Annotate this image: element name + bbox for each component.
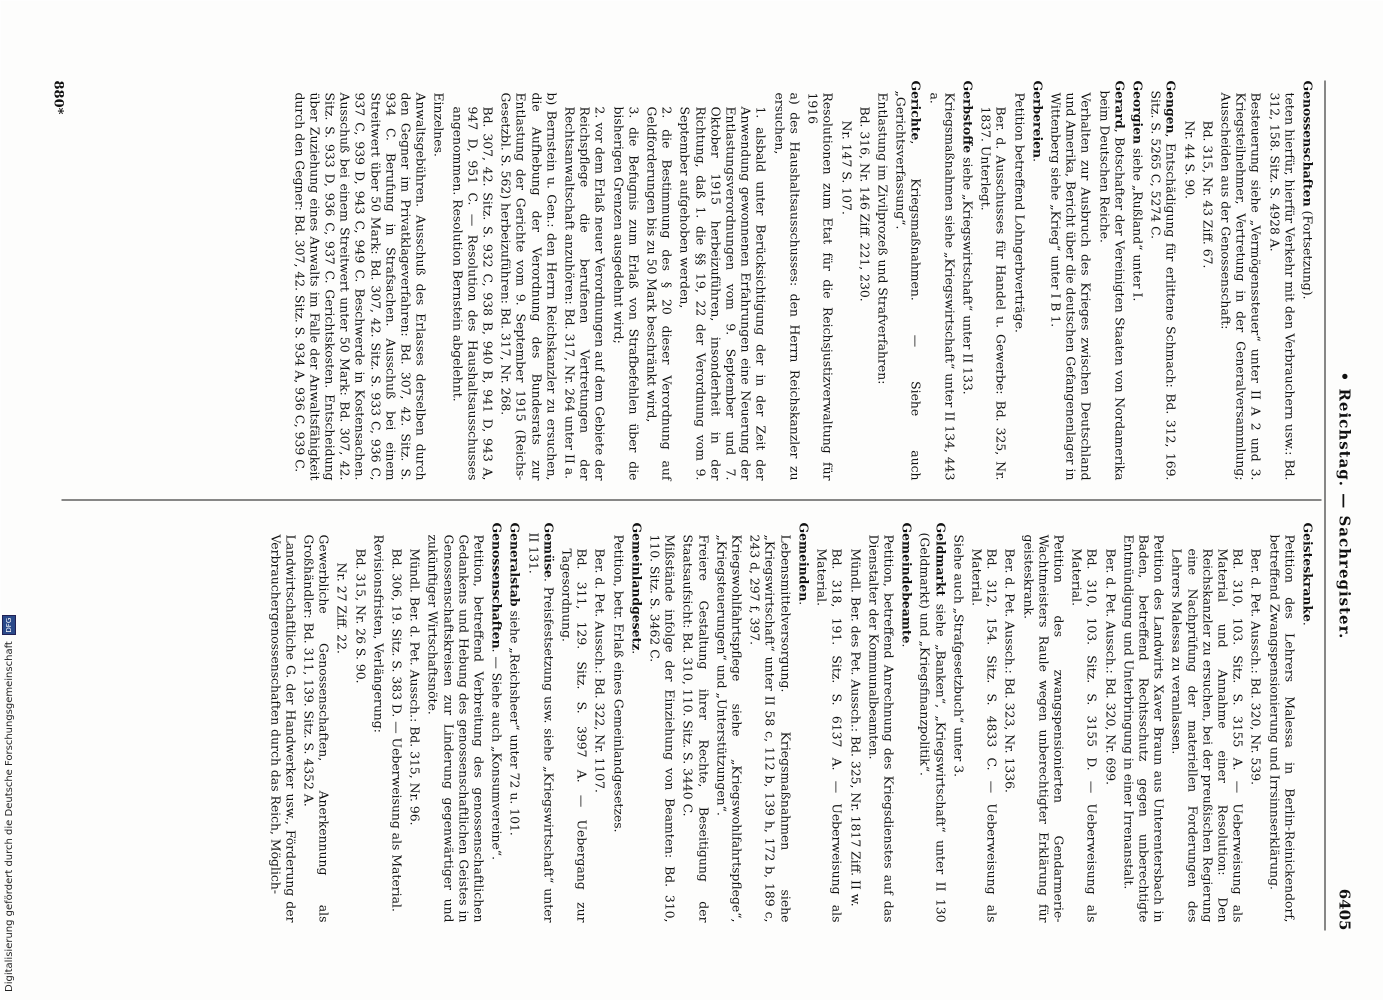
- register-entry: [267, 522, 297, 922]
- entry-text: siehe „Banken“, „Kriegswirtschaft“ unter II 130 (Geldmarkt) und „Kriegsfinanzpolitik“.: [917, 532, 948, 922]
- register-entry: [291, 80, 428, 480]
- register-entry: [610, 80, 640, 480]
- register-entry: [926, 80, 956, 480]
- register-entry: [1300, 522, 1315, 922]
- register-entry: [610, 522, 625, 922]
- entry-text: siehe „Reichsheer“ unter 72 u. 101.: [507, 606, 523, 836]
- entry-text: Bd. 318, 191. Sitz. S. 6137 A. — Ueberweisung als Material.: [814, 548, 845, 922]
- register-entry: [1011, 80, 1026, 480]
- register-entry: [951, 522, 966, 922]
- entry-text: Bd. 316, Nr. 146 Ziff. 221, 230.: [856, 106, 872, 302]
- entry-text: Ber. d. Pet. Aussch.: Bd. 320, Nr. 539.: [1248, 548, 1264, 785]
- entry-text: Resolutionen zum Etat für die Reichsjustizverwaltung für 1916: [805, 92, 836, 480]
- register-entry: [893, 80, 923, 480]
- entry-text: Revisionsfristen, Verlängerung:: [370, 534, 386, 733]
- register-entry: [507, 522, 522, 922]
- entry-text: Einzelnes.: [431, 92, 447, 157]
- entry-text: Lebensmittelversorgung. Kriegsmaßnahmen siehe „Kriegswirtschaft“ unter II 58 c, 112 b, 139 h, 172 b, 189 c, 243 d, 297 f, 397.: [747, 534, 793, 922]
- entry-text: . — Siehe auch „Konsumvereine“.: [489, 648, 505, 860]
- register-entry: [1096, 80, 1126, 480]
- left-column: [288, 80, 1315, 480]
- entry-text: Anwaltsgebühren. Ausschuß des Erlasses derselben durch den Gegner im Privatklageverfahren: Bd. 307, 42. Sitz. S. 934 C. Berufung in Strafsachen. Ausschuß bei einem Streitwert über 50 Mark: Bd. 307, 42. Sitz. S. 933 C, 936 C, 937 C, 939 D, 943 C, 949 C. Beschwerde in Kostensachen. Ausschuß bei einem Streitwert unter 50 Mark: Bd. 307, 42. Sitz. S. 933 D, 936 C, 937 C. Gerichtskosten. Entscheidung über Zuziehung eines Anwalts im Falle der Anwaltsfähigkeit durch den Gegner: Bd. 307, 42. Sitz. S. 934 A, 936 C, 939 C.: [291, 92, 429, 480]
- entry-heading: Georgien: [1129, 80, 1145, 144]
- register-entry: [644, 80, 674, 480]
- entry-text: Petition, betreffend Verbreitung des genossenschaftlichen Gedankens und Hebung des genossenschaftlichen Geistes in Genossenschaftskreisen zur Linderung gegenwärtiger und zukünftiger Wirtschaftsnöte.: [425, 534, 487, 922]
- register-entry: [1002, 522, 1017, 922]
- register-entry: [1048, 80, 1094, 480]
- entry-heading: Genossenschaften: [489, 522, 505, 649]
- entry-text: , Kriegsmaßnahmen. — Siehe auch „Gerichtsverfassung“.: [893, 90, 924, 480]
- page-marker: 880*: [50, 80, 65, 114]
- register-entry: [431, 80, 446, 480]
- column-divider: [61, 499, 1321, 500]
- register-entry: [680, 522, 710, 922]
- entry-text: Bd. 306, 19. Sitz. S. 383 D. — Ueberweisung als Material.: [389, 548, 405, 912]
- entry-heading: Genossenschaften: [1300, 80, 1315, 207]
- register-entry: [407, 522, 422, 922]
- entry-heading: Gerichte: [908, 80, 924, 140]
- entry-text: Petition des Lehrers Malessa in Berlin-Reinickendorf, betreffend Zwangspensionierung und Irrsinnserklärung.: [1266, 534, 1297, 922]
- entry-text: Bd. 310, 103. Sitz. S. 3155 D. — Ueberweisung als Material.: [1069, 548, 1100, 922]
- register-entry: [1169, 522, 1245, 922]
- register-entry: [838, 80, 853, 480]
- register-entry: [969, 522, 999, 922]
- entry-heading: Geldmarkt: [932, 522, 948, 596]
- entry-text: Nr. 27 Ziff. 22.: [334, 562, 350, 654]
- entry-text: .: [1300, 621, 1315, 626]
- entry-text: teten hierfür, hierfür Verkehr mit den Verbrauchern usw.: Bd. 312, 158. Sitz. S. 4928 A.: [1266, 92, 1297, 480]
- entry-text: Petition, betreffend Anrechnung des Kriegsdienstes auf das Dienstalter der Kommunalbeamten.: [865, 534, 896, 922]
- register-entry: [1266, 80, 1296, 480]
- register-entry: [1248, 522, 1263, 922]
- register-entry: [1266, 522, 1296, 922]
- entry-text: (Fortsetzung).: [1300, 206, 1315, 300]
- entry-text: 3. die Befugnis zum Erlaß von Strafbefehlen über die bisherigen Grenzen ausgedehnt wird;: [610, 106, 641, 480]
- register-entry: [866, 522, 896, 922]
- header-rule: [1324, 80, 1325, 930]
- entry-text: Mißstände infolge der Einziehung von Beamten: Bd. 310, 110. Sitz. S. 3462 C.: [647, 534, 678, 922]
- entry-text: Bd. 311, 129. Sitz. S. 3997 A. — Uebergang zur Tagesordnung.: [559, 548, 590, 922]
- register-entry: [1181, 80, 1196, 480]
- register-entry: [960, 80, 975, 480]
- register-entry: [814, 522, 844, 922]
- entry-heading: Gemüse: [540, 522, 556, 578]
- register-entry: [301, 522, 331, 922]
- entry-text: Petition des Landwirts Xaver Braun aus Unterentersbach in Baden, betreffend Rechtsschutz gegen unberechtigte Entmündigung und Unterbringung in einer Irrenanstalt.: [1120, 534, 1167, 922]
- entry-heading: Gemeindebeamte: [899, 522, 915, 644]
- register-entry: [352, 522, 367, 922]
- register-entry: [629, 522, 644, 922]
- entry-text: Besteuerung siehe „Vermögenssteuer“ unter II A 2 und 3. Kriegsteilnehmer, Vertretung in der Generalversammlung; Ausscheiden aus der Genossenschaft:: [1217, 92, 1264, 480]
- register-entry: [899, 522, 914, 922]
- entry-heading: Generalstab: [507, 522, 523, 607]
- digitization-strip: [2, 0, 16, 1000]
- register-entry: [805, 80, 835, 480]
- register-entry: [1121, 522, 1167, 922]
- register-entry: [425, 522, 486, 922]
- register-entry: [772, 80, 802, 480]
- entry-text: Freiere Gestaltung ihrer Rechte, Beseitigung der Staatsaufsicht: Bd. 310, 110. Sitz. S. 3440 C.: [680, 534, 711, 922]
- register-entry: [857, 80, 872, 480]
- entry-heading: Gerbereien: [1029, 80, 1045, 158]
- entry-text: Kriegswohlfahrtspflege siehe „Kriegswohlfahrtspflege“, „Kriegsteuerungen“ und „Unterstützungen“.: [713, 534, 745, 922]
- entry-text: .: [1029, 157, 1045, 162]
- register-entry: [1300, 80, 1315, 480]
- register-entry: [1130, 80, 1145, 480]
- entry-text: .: [628, 649, 644, 654]
- entry-text: Ber. d. Pet. Aussch.: Bd. 322, Nr. 1107.: [592, 548, 608, 793]
- register-entry: [562, 80, 608, 480]
- register-entry: [371, 522, 386, 922]
- register-entry: [592, 522, 607, 922]
- entry-text: 2. die Bestimmung des § 20 dieser Verordnung auf Geldforderungen bis zu 50 Mark beschränkt wird,: [644, 106, 675, 480]
- entry-text: Petition des zwangspensionierten Gendarmerie-Wachtmeisters Raule wegen unberechtigter Erklärung für geisteskrank.: [1020, 534, 1066, 922]
- entry-text: siehe „Rußland“ unter I.: [1129, 143, 1145, 301]
- entry-heading: Gerard: [1111, 80, 1127, 129]
- register-entry: [847, 522, 862, 922]
- entry-text: Nr. 44 S. 90.: [1181, 120, 1197, 199]
- running-title: • Reichstag. — Sachregister.: [1335, 371, 1353, 639]
- register-entry: [489, 522, 504, 922]
- entry-text: .: [795, 600, 811, 605]
- register-entry: [1102, 522, 1117, 922]
- digitization-note: Digitalisierung gefördert durch die Deutsche Forschungsgemeinschaft: [3, 641, 15, 992]
- entry-text: Entlastung im Zivilprozeß und Strafverfahren:: [874, 92, 890, 384]
- page-number: 6405: [1335, 888, 1353, 930]
- entry-text: .: [899, 643, 915, 647]
- register-entry: [917, 522, 947, 922]
- entry-text: Mündl. Ber. des Pet. Aussch.: Bd. 325, Nr. 1817 Ziff. II w.: [847, 548, 863, 907]
- register-entry: [978, 80, 1008, 480]
- entry-text: Bd. 315, Nr. 26 S. 90.: [352, 548, 368, 684]
- entry-text: Petition, betr. Erlaß eines Gemeinlandgesetzes.: [610, 534, 626, 833]
- register-entry: [559, 522, 589, 922]
- entry-text: Bd. 315, Nr. 43 Ziff. 67.: [1199, 120, 1215, 268]
- register-entry: [389, 522, 404, 922]
- entry-text: Ber. d. Pet. Aussch.: Bd. 323, Nr. 1336.: [1002, 548, 1018, 793]
- entry-text: Nr. 147 S. 107.: [838, 120, 854, 215]
- entry-text: 1. alsbald unter Berücksichtigung der in der Zeit der Anwendung gewonnenen Erfahrungen eine Neuerung der Entlastungsverordnungen vom 9. September und 7. Oktober 1915 herbeizuführen, insonderheit in der Richtung, daß 1. die §§ 19, 22 der Verordnung vom 9. September aufgehoben werden,: [677, 106, 769, 480]
- register-entry: [1148, 80, 1178, 480]
- page-header: [1327, 80, 1353, 930]
- entry-text: 2. vor dem Erlaß neuer Verordnungen auf dem Gebiete der Reichspflege die berufenen Vertretungen der Rechtsanwaltschaft anzuhören: Bd. 317, Nr. 264 unter II a.: [562, 106, 608, 480]
- entry-text: Kriegsmaßnahmen siehe „Kriegswirtschaft“ unter II 134, 443 a.: [926, 92, 957, 480]
- entry-text: a) des Haushaltsausschusses: den Herrn Reichskanzler zu ersuchen,: [771, 92, 802, 480]
- register-entry: [677, 80, 768, 480]
- entry-text: Mündl. Ber. d. Pet. Aussch.: Bd. 315, Nr. 96.: [407, 548, 423, 826]
- entry-text: Bd. 312, 154. Sitz. S. 4833 C. — Ueberweisung als Material.: [968, 548, 1000, 922]
- register-entry: [1218, 80, 1264, 480]
- entry-text: Ber. d. Pet. Aussch.: Bd. 320, Nr. 699.: [1102, 548, 1118, 785]
- register-entry: [1069, 522, 1099, 922]
- register-entry: [875, 80, 890, 480]
- register-entry: [796, 522, 811, 922]
- entry-text: Verhalten zur Ausbruch des Krieges zwischen Deutschland und Amerika, Bericht über die deutschen Gefangenenlager in Wittenberg siehe „Krieg“ unter I B 1.: [1047, 92, 1094, 480]
- entry-text: Landwirtschaftliche G. der Handwerker usw., Förderung der Verbrauchergenossenschaften durch das Reich, Möglich-: [267, 534, 298, 922]
- entry-text: , Botschafter der Vereinigten Staaten von Nordamerika beim Deutschen Reiche.: [1096, 90, 1127, 480]
- entry-text: Gewerbliche Genossenschaften, Anerkennung als Großhändler: Bd. 311, 139. Sitz. S. 4352 A.: [301, 534, 332, 922]
- register-entry: [1020, 522, 1066, 922]
- entry-text: Bd. 307, 42. Sitz. S. 932 C, 938 B, 940 B, 941 D, 943 A, 947 D, 951 C. — Resolution des Haushaltsausschusses angenommen. Resolution Bernstein abgelehnt.: [449, 106, 496, 480]
- entry-text: . Preisfestsetzung usw. siehe „Kriegswirtschaft“ unter II 131.: [525, 532, 556, 922]
- register-entry: [498, 80, 559, 480]
- entry-heading: Gerbstoffe: [959, 80, 975, 153]
- entry-text: , Entschädigung für erlittene Schmach: Bd. 312, 169. Sitz. S. 5265 C, 5274 C.: [1148, 90, 1179, 480]
- register-entry: [449, 80, 495, 480]
- register-entry: [1030, 80, 1045, 480]
- entry-text: Petition betreffend Lohngerbverträge.: [1011, 92, 1027, 333]
- register-entry: [1200, 80, 1215, 480]
- entry-text: b) Bernstein u. Gen.: den Herrn Reichskanzler zu ersuchen, die Aufhebung der Verordnung des Bundesrats zur Entlastung der Gerichte vom 9. September 1915 (Reichs-Gesetzbl. S. 562) herbeizuführen: Bd. 317, Nr. 268.: [498, 92, 559, 480]
- entry-text: Bd. 310, 103. Sitz. S. 3155 A. — Ueberweisung als Material und Annahme einer Resolution: Den Reichskanzler zu ersuchen, bei der preußischen Regierung eine Nachprüfung der materiellen Forderungen des Lehrers Malessa zu veranlassen.: [1169, 548, 1246, 922]
- register-entry: [714, 522, 744, 922]
- entry-text: Siehe auch „Strafgesetzbuch“ unter 3.: [950, 534, 966, 777]
- entry-heading: Gengen: [1163, 80, 1179, 134]
- entry-heading: Geisteskranke: [1300, 522, 1315, 622]
- right-column: [264, 522, 1315, 922]
- entry-text: Ber. d. Ausschusses für Handel u. Gewerbe: Bd. 325, Nr. 1837. Unterlegt.: [978, 106, 1009, 480]
- register-entry: [334, 522, 349, 922]
- entry-heading: Gemeinlandgesetz: [628, 522, 644, 650]
- entry-text: siehe „Kriegswirtschaft“ unter II 133.: [959, 152, 975, 395]
- dfg-logo: DFG: [2, 615, 16, 635]
- register-entry: [525, 522, 555, 922]
- register-entry: [747, 522, 793, 922]
- register-entry: [647, 522, 677, 922]
- entry-heading: Gemeinden: [795, 522, 811, 601]
